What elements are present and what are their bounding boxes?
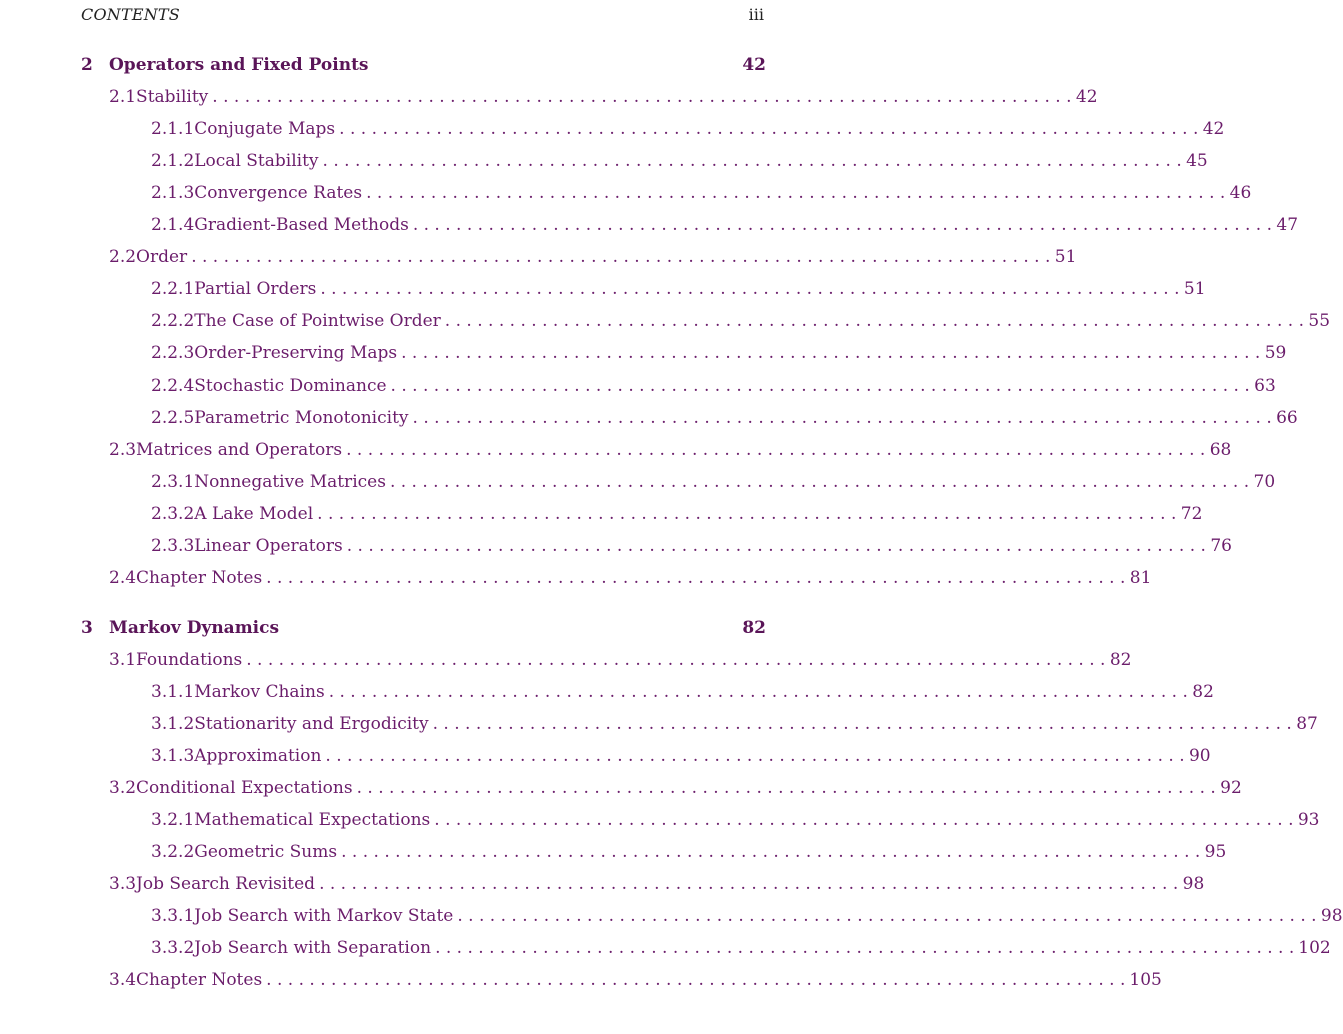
toc-entry-number: 3.2.1 [151, 810, 195, 831]
toc-entry-number: 2.2 [109, 247, 137, 268]
toc-chapter-entry[interactable] [81, 613, 766, 643]
toc-subsection-entry[interactable] [151, 805, 1320, 835]
toc-entry-title: Order [136, 247, 188, 268]
toc-subsection-entry[interactable] [151, 837, 1227, 867]
toc-entry-number: 3.1 [109, 649, 137, 670]
toc-leader-dots: . . . . . . . . . . . . . . . . . . . . . . . . . . . . . . . . . . . . . . . . . . . . . . . . . . . . . . . . . . . . . . . . . . . . . . . . . . . . . . . . [191, 247, 1051, 268]
toc-entry-page-number: 59 [1264, 343, 1287, 364]
toc-entry-page-number: 95 [1204, 842, 1227, 863]
toc-leader-dots: . . . . . . . . . . . . . . . . . . . . . . . . . . . . . . . . . . . . . . . . . . . . . . . . . . . . . . . . . . . . . . . . . . . . . . . . . . . . . . . . [435, 938, 1295, 959]
toc-entry-page-number: 76 [1210, 535, 1232, 556]
toc-entry-number: 3.1.1 [151, 681, 195, 702]
toc-subsection-entry[interactable] [151, 709, 1318, 739]
toc-entry-title: The Case of Pointwise Order [194, 311, 441, 332]
toc-leader-dots: . . . . . . . . . . . . . . . . . . . . . . . . . . . . . . . . . . . . . . . . . . . . . . . . . . . . . . . . . . . . . . . . . . . . . . . . . . . . . . . . [346, 535, 1206, 556]
toc-section-entry[interactable] [109, 242, 1077, 272]
toc-entry-number: 3.3.1 [151, 906, 195, 927]
toc-leader-dots: . . . . . . . . . . . . . . . . . . . . . . . . . . . . . . . . . . . . . . . . . . . . . . . . . . . . . . . . . . . . . . . . . . . . . . . . . . . . . . . . [390, 375, 1250, 396]
toc-subsection-entry[interactable] [151, 114, 1225, 144]
toc-entry-title: Linear Operators [194, 535, 343, 556]
toc-leader-dots: . . . . . . . . . . . . . . . . . . . . . . . . . . . . . . . . . . . . . . . . . . . . . . . . . . . . . . . . . . . . . . . . . . . . . . . . . . . . . . . . [366, 183, 1226, 204]
toc-leader-dots: . . . . . . . . . . . . . . . . . . . . . . . . . . . . . . . . . . . . . . . . . . . . . . . . . . . . . . . . . . . . . . . . . . . . . . . . . . . . . . . . [346, 439, 1206, 460]
toc-entry-title: Operators and Fixed Points [109, 55, 369, 75]
toc-leader-dots: . . . . . . . . . . . . . . . . . . . . . . . . . . . . . . . . . . . . . . . . . . . . . . . . . . . . . . . . . . . . . . . . . . . . . . . . . . . . . . . . [266, 970, 1126, 991]
toc-entry-number: 2.3.3 [151, 535, 195, 556]
toc-entry-page-number: 82 [1109, 649, 1132, 670]
toc-entry-number: 3.3.2 [151, 938, 195, 959]
toc-entry-title: Convergence Rates [194, 183, 363, 204]
toc-subsection-entry[interactable] [151, 403, 1298, 433]
toc-entry-title: Chapter Notes [136, 970, 263, 991]
toc-subsection-entry[interactable] [151, 210, 1299, 240]
toc-section-entry[interactable] [109, 773, 1242, 803]
toc-subsection-entry[interactable] [151, 338, 1287, 368]
toc-entry-number: 2.2.3 [151, 343, 195, 364]
toc-entry-title: Conditional Expectations [136, 778, 353, 799]
toc-entry-title: Foundations [136, 649, 243, 670]
toc-entry-page-number: 45 [1186, 151, 1208, 172]
toc-section-entry[interactable] [109, 435, 1232, 465]
toc-leader-dots: . . . . . . . . . . . . . . . . . . . . . . . . . . . . . . . . . . . . . . . . . . . . . . . . . . . . . . . . . . . . . . . . . . . . . . . . . . . . . . . . [444, 311, 1305, 332]
toc-entry-page-number: 63 [1254, 375, 1276, 396]
toc-entry-title: Stability [136, 87, 209, 108]
toc-entry-page-number: 90 [1188, 746, 1211, 767]
toc-chapter-entry[interactable] [81, 50, 766, 80]
toc-section-entry[interactable] [109, 869, 1205, 899]
toc-entry-page-number: 42 [1202, 119, 1225, 140]
toc-subsection-entry[interactable] [151, 371, 1276, 401]
toc-leader-dots: . . . . . . . . . . . . . . . . . . . . . . . . . . . . . . . . . . . . . . . . . . . . . . . . . . . . . . . . . . . . . . . . . . . . . . . . . . . . . . . . [319, 874, 1179, 895]
toc-subsection-entry[interactable] [151, 467, 1276, 497]
toc-leader-dots: . . . . . . . . . . . . . . . . . . . . . . . . . . . . . . . . . . . . . . . . . . . . . . . . . . . . . . . . . . . . . . . . . . . . . . . . . . . . . . . . [457, 906, 1317, 927]
toc-subsection-entry[interactable] [151, 741, 1211, 771]
toc-entry-number: 2.1.2 [151, 151, 195, 172]
toc-entry-number: 2.2.2 [151, 311, 195, 332]
toc-entry-title: Order-Preserving Maps [194, 343, 398, 364]
toc-leader-dots: . . . . . . . . . . . . . . . . . . . . . . . . . . . . . . . . . . . . . . . . . . . . . . . . . . . . . . . . . . . . . . . . . . . . . . . . . . . . . . . . [320, 279, 1180, 300]
toc-entry-title: Job Search Revisited [136, 874, 316, 895]
toc-entry-page-number: 46 [1229, 183, 1252, 204]
toc-entry-title: Approximation [194, 746, 322, 767]
toc-entry-number: 3.2.2 [151, 842, 195, 863]
toc-entry-title: Stochastic Dominance [194, 375, 387, 396]
toc-entry-page-number: 51 [1183, 279, 1206, 300]
toc-entry-number: 2.4 [109, 567, 137, 588]
toc-entry-number: 3.4 [109, 970, 137, 991]
toc-entry-number: 3.1.3 [151, 746, 195, 767]
running-head-title: CONTENTS [81, 5, 180, 24]
toc-entry-title: Markov Chains [194, 681, 325, 702]
toc-entry-number: 3.1.2 [151, 714, 195, 734]
toc-entry-number: 2.2.1 [151, 279, 195, 300]
toc-entry-title: Mathematical Expectations [194, 810, 431, 831]
toc-subsection-entry[interactable] [151, 178, 1252, 208]
toc-entry-page-number: 55 [1308, 311, 1331, 332]
toc-leader-dots: . . . . . . . . . . . . . . . . . . . . . . . . . . . . . . . . . . . . . . . . . . . . . . . . . . . . . . . . . . . . . . . . . . . . . . . . . . . . . . . . [401, 343, 1261, 364]
toc-entry-title: Geometric Sums [194, 842, 338, 863]
toc-entry-page-number: 93 [1297, 810, 1320, 831]
toc-leader-dots: . . . . . . . . . . . . . . . . . . . . . . . . . . . . . . . . . . . . . . . . . . . . . . . . . . . . . . . . . . . . . . . . . . . . . . . . . . . . . . . . [212, 87, 1072, 108]
toc-entry-title: Local Stability [194, 151, 319, 172]
toc-leader-dots: . . . . . . . . . . . . . . . . . . . . . . . . . . . . . . . . . . . . . . . . . . . . . . . . . . . . . . . . . . . . . . . . . . . . . . . . . . . . . . . . [266, 567, 1126, 588]
toc-subsection-entry[interactable] [151, 306, 1331, 336]
toc-entry-number: 2.1.3 [151, 183, 195, 204]
toc-subsection-entry[interactable] [151, 499, 1203, 529]
toc-leader-dots: . . . . . . . . . . . . . . . . . . . . . . . . . . . . . . . . . . . . . . . . . . . . . . . . . . . . . . . . . . . . . . . . . . . . . . . . . . . . . . . . [322, 151, 1182, 172]
toc-leader-dots: . . . . . . . . . . . . . . . . . . . . . . . . . . . . . . . . . . . . . . . . . . . . . . . . . . . . . . . . . . . . . . . . . . . . . . . . . . . . . . . . [412, 215, 1273, 236]
toc-entry-number: 2.1.1 [151, 119, 195, 140]
toc-entry-page-number: 92 [1220, 778, 1242, 799]
toc-leader-dots: . . . . . . . . . . . . . . . . . . . . . . . . . . . . . . . . . . . . . . . . . . . . . . . . . . . . . . . . . . . . . . . . . . . . . . . . . . . . . . . . [246, 649, 1106, 670]
toc-subsection-entry[interactable] [151, 677, 1214, 707]
toc-entry-title: A Lake Model [194, 503, 314, 524]
toc-subsection-entry[interactable] [151, 901, 1343, 931]
toc-entry-page-number: 105 [1129, 970, 1162, 991]
toc-entry-number: 2.2.4 [151, 375, 195, 396]
toc-entry-number: 3.2 [109, 778, 137, 799]
toc-subsection-entry[interactable] [151, 531, 1232, 561]
toc-leader-dots: . . . . . . . . . . . . . . . . . . . . . . . . . . . . . . . . . . . . . . . . . . . . . . . . . . . . . . . . . . . . . . . . . . . . . . . . . . . . . . . . [325, 746, 1185, 767]
toc-entry-number: 3.3 [109, 874, 137, 895]
toc-entry-title: Parametric Monotonicity [194, 407, 409, 428]
toc-entry-number: 2 [81, 55, 93, 75]
toc-entry-number: 2.1 [109, 87, 137, 108]
toc-entry-title: Gradient-Based Methods [194, 215, 409, 236]
toc-entry-title: Matrices and Operators [136, 439, 343, 460]
toc-entry-page-number: 70 [1253, 471, 1276, 492]
toc-leader-dots: . . . . . . . . . . . . . . . . . . . . . . . . . . . . . . . . . . . . . . . . . . . . . . . . . . . . . . . . . . . . . . . . . . . . . . . . . . . . . . . . [328, 681, 1188, 702]
toc-entry-number: 2.3 [109, 439, 137, 460]
toc-section-entry[interactable] [109, 645, 1132, 675]
toc-entry-page-number: 72 [1180, 503, 1203, 524]
toc-entry-number: 2.1.4 [151, 215, 195, 236]
toc-entry-title: Job Search with Separation [194, 938, 432, 959]
toc-leader-dots: . . . . . . . . . . . . . . . . . . . . . . . . . . . . . . . . . . . . . . . . . . . . . . . . . . . . . . . . . . . . . . . . . . . . . . . . . . . . . . . . [356, 778, 1216, 799]
toc-leader-dots: . . . . . . . . . . . . . . . . . . . . . . . . . . . . . . . . . . . . . . . . . . . . . . . . . . . . . . . . . . . . . . . . . . . . . . . . . . . . . . . . [432, 714, 1292, 734]
toc-entry-page-number: 102 [1298, 938, 1331, 959]
toc-entry-page-number: 82 [742, 617, 766, 638]
toc-section-entry[interactable] [109, 563, 1152, 593]
toc-entry-title: Job Search with Markov State [194, 906, 454, 927]
toc-subsection-entry[interactable] [151, 146, 1208, 176]
toc-subsection-entry[interactable] [151, 933, 1331, 963]
toc-entry-page-number: 81 [1129, 567, 1152, 588]
toc-leader-dots: . . . . . . . . . . . . . . . . . . . . . . . . . . . . . . . . . . . . . . . . . . . . . . . . . . . . . . . . . . . . . . . . . . . . . . . . . . . . . . . . [412, 407, 1272, 428]
toc-leader-dots: . . . . . . . . . . . . . . . . . . . . . . . . . . . . . . . . . . . . . . . . . . . . . . . . . . . . . . . . . . . . . . . . . . . . . . . . . . . . . . . . [317, 503, 1177, 524]
toc-entry-number: 2.2.5 [151, 407, 195, 428]
toc-leader-dots: . . . . . . . . . . . . . . . . . . . . . . . . . . . . . . . . . . . . . . . . . . . . . . . . . . . . . . . . . . . . . . . . . . . . . . . . . . . . . . . . [434, 810, 1294, 831]
toc-entry-title: Stationarity and Ergodicity [194, 714, 429, 734]
toc-entry-page-number: 47 [1276, 215, 1299, 236]
running-head-page-number: iii [748, 5, 764, 24]
running-head [81, 3, 764, 29]
toc-entry-page-number: 66 [1276, 407, 1298, 428]
toc-entry-page-number: 42 [742, 55, 766, 75]
toc-entry-page-number: 87 [1296, 714, 1318, 734]
toc-entry-title: Partial Orders [194, 279, 317, 300]
toc-leader-dots: . . . . . . . . . . . . . . . . . . . . . . . . . . . . . . . . . . . . . . . . . . . . . . . . . . . . . . . . . . . . . . . . . . . . . . . . . . . . . . . . [339, 119, 1199, 140]
toc-entry-page-number: 68 [1209, 439, 1232, 460]
toc-section-entry[interactable] [109, 965, 1162, 995]
toc-entry-title: Conjugate Maps [194, 119, 336, 140]
toc-section-entry[interactable] [109, 82, 1098, 112]
toc-entry-number: 2.3.1 [151, 471, 195, 492]
toc-entry-page-number: 42 [1075, 87, 1098, 108]
toc-entry-page-number: 51 [1054, 247, 1077, 268]
toc-entry-page-number: 82 [1192, 681, 1214, 702]
toc-entry-title: Chapter Notes [136, 567, 263, 588]
toc-entry-number: 2.3.2 [151, 503, 195, 524]
toc-entry-number: 3 [81, 617, 93, 638]
toc-leader-dots: . . . . . . . . . . . . . . . . . . . . . . . . . . . . . . . . . . . . . . . . . . . . . . . . . . . . . . . . . . . . . . . . . . . . . . . . . . . . . . . . [341, 842, 1201, 863]
toc-entry-page-number: 98 [1320, 906, 1343, 927]
toc-entry-title: Markov Dynamics [109, 617, 280, 638]
toc-entry-page-number: 98 [1182, 874, 1205, 895]
toc-subsection-entry[interactable] [151, 274, 1206, 304]
toc-leader-dots: . . . . . . . . . . . . . . . . . . . . . . . . . . . . . . . . . . . . . . . . . . . . . . . . . . . . . . . . . . . . . . . . . . . . . . . . . . . . . . . . [389, 471, 1250, 492]
toc-entry-title: Nonnegative Matrices [194, 471, 386, 492]
